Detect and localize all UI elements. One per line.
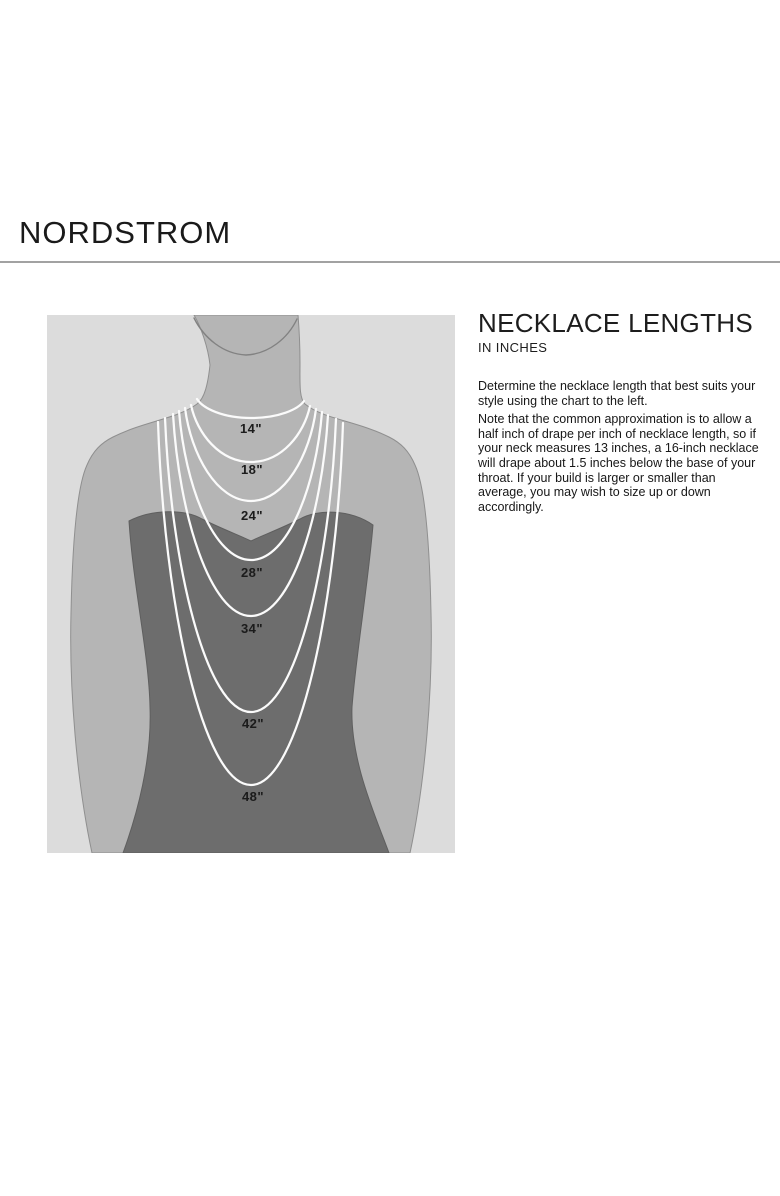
necklace-length-diagram [47,315,455,853]
necklace-label-14: 14" [239,421,263,436]
necklace-label-48: 48" [241,789,265,804]
mannequin-diagram-svg [47,315,455,853]
page-subtitle: IN INCHES [478,340,548,355]
necklace-label-24: 24" [240,508,264,523]
header-divider [0,261,780,263]
necklace-label-18: 18" [240,462,264,477]
description-paragraph-1: Determine the necklace length that best suits your style using the chart to the left. [478,379,756,408]
nordstrom-logo: NORDSTROM [19,215,232,250]
page-title: NECKLACE LENGTHS [478,308,753,338]
description-text [478,379,762,514]
info-column [478,310,762,514]
necklace-label-34: 34" [240,621,264,636]
description-paragraph-2: Note that the common approximation is to allow a half inch of drape per inch of necklace length, so if your neck measures 13 inches, a 16-inch necklace will drape about 1.5 inches below the base of your throat. If your build is larger or smaller than average, you may wish to size up or down accordingly. [478,412,759,514]
necklace-label-42: 42" [241,716,265,731]
necklace-label-28: 28" [240,565,264,580]
